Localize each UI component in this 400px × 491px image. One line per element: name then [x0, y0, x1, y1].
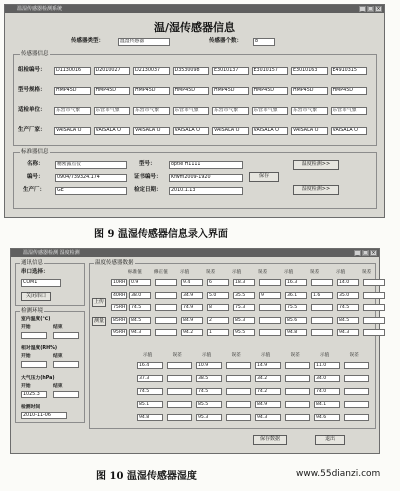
- sensor-field[interactable]: VAISALA O: [252, 127, 289, 135]
- lower-data-cell[interactable]: [285, 375, 311, 382]
- minimize-icon[interactable]: _: [359, 6, 366, 12]
- std-cert-field[interactable]: Kfwm2009-1920: [169, 174, 243, 182]
- lower-column-header: 误差: [290, 353, 300, 358]
- standard-info-group-label: 标准器信息: [21, 149, 49, 155]
- lower-data-cell[interactable]: [344, 401, 370, 408]
- sensor-field[interactable]: 东营市气象: [252, 107, 289, 115]
- lower-data-cell[interactable]: [167, 375, 193, 382]
- upper-data-cell[interactable]: [363, 292, 385, 299]
- lower-data-cell[interactable]: [344, 388, 370, 395]
- sensor-field[interactable]: VAISALA O: [94, 127, 131, 135]
- lower-data-cell[interactable]: 94.8: [137, 414, 163, 421]
- upper-data-cell[interactable]: [363, 304, 385, 311]
- std-cert-label: 证书编号：: [134, 174, 162, 180]
- upper-data-cell[interactable]: [311, 279, 333, 286]
- upper-column-header: 示值: [336, 270, 346, 275]
- sensor-field[interactable]: E4910315: [331, 67, 368, 75]
- lower-data-cell[interactable]: 74.5: [196, 388, 222, 395]
- lower-data-cell[interactable]: [226, 375, 252, 382]
- figure9-titlebar: [5, 5, 384, 13]
- upper-data-cell[interactable]: [311, 329, 333, 336]
- sensor-info-group-label: 传感器信息: [21, 51, 49, 57]
- upper-data-cell[interactable]: [155, 329, 177, 336]
- room-temp-label: 室内温度(℃): [21, 317, 51, 322]
- watermark: www.55dianzi.com: [296, 469, 381, 479]
- upper-data-cell[interactable]: 74.9: [181, 304, 203, 311]
- figure9-heading: 温/湿传感器信息: [153, 21, 236, 34]
- sensor-field[interactable]: E3010163: [291, 67, 328, 75]
- port-select[interactable]: COM1: [21, 279, 61, 287]
- upper-data-cell[interactable]: 36.1: [285, 292, 307, 299]
- lower-data-cell[interactable]: 85.1: [137, 401, 163, 408]
- close-icon[interactable]: ×: [371, 250, 376, 256]
- upper-data-cell[interactable]: 94.2: [181, 329, 203, 336]
- lower-data-cell[interactable]: [226, 414, 252, 421]
- upper-data-cell[interactable]: [311, 317, 333, 324]
- sensor-field[interactable]: VAISALA O: [212, 127, 249, 135]
- lower-data-cell[interactable]: 37.3: [137, 375, 163, 382]
- sensor-field[interactable]: HMP45D: [212, 87, 249, 95]
- sensor-field[interactable]: 东营市气象: [331, 107, 368, 115]
- env-group-label: 检测环境: [21, 308, 44, 314]
- upper-data-cell[interactable]: 74.5: [129, 304, 151, 311]
- upload-button[interactable]: 上传: [93, 299, 104, 305]
- lower-data-cell[interactable]: [285, 388, 311, 395]
- upper-data-cell[interactable]: 5.0: [207, 292, 229, 299]
- pressure-label: 大气压力(hPa): [21, 376, 55, 381]
- upper-data-cell[interactable]: 8: [207, 304, 229, 311]
- port-label: 串口选择：: [21, 269, 49, 275]
- std-name-label: 名称：: [27, 161, 44, 167]
- upper-data-cell[interactable]: 1.6: [311, 292, 333, 299]
- sensor-field[interactable]: 东营市气象: [94, 107, 131, 115]
- upper-data-cell[interactable]: [155, 304, 177, 311]
- temp-end-field[interactable]: [53, 332, 79, 339]
- close-port-button[interactable]: 关闭串口: [21, 292, 51, 301]
- upper-data-cell[interactable]: 35.0: [337, 292, 359, 299]
- sensor-field[interactable]: D1130016: [54, 67, 91, 75]
- lower-data-cell[interactable]: [285, 362, 311, 369]
- humidity-point-label: 10RH: [113, 280, 126, 285]
- lower-data-cell[interactable]: 94.6: [314, 414, 340, 421]
- close-icon[interactable]: ×: [376, 6, 381, 12]
- upper-data-cell[interactable]: 9.4: [181, 279, 203, 286]
- upper-data-cell[interactable]: 95.5: [233, 329, 255, 336]
- upper-data-cell[interactable]: 94.3: [337, 329, 359, 336]
- upper-data-cell[interactable]: 84.5: [129, 317, 151, 324]
- sensor-field[interactable]: D2010027: [94, 67, 131, 75]
- std-date-field[interactable]: 2010.1.13: [169, 187, 243, 195]
- maximize-icon[interactable]: □: [363, 250, 368, 256]
- upper-data-cell[interactable]: [155, 292, 177, 299]
- upper-data-cell[interactable]: 16.3: [285, 279, 307, 286]
- lower-column-header: 示值: [320, 353, 330, 358]
- std-model-field[interactable]: optie H1111: [169, 161, 243, 169]
- upper-data-cell[interactable]: [259, 304, 281, 311]
- lower-data-cell[interactable]: [167, 362, 193, 369]
- measure-button[interactable]: 测量: [93, 318, 104, 324]
- upper-data-cell[interactable]: [363, 317, 385, 324]
- sensor-field[interactable]: 东营市气象: [54, 107, 91, 115]
- minimize-icon[interactable]: _: [354, 250, 361, 256]
- upper-column-header: 修正值: [154, 270, 168, 275]
- upper-data-cell[interactable]: 6: [207, 279, 229, 286]
- pressure-start-label: 开始: [21, 384, 31, 389]
- sensor-row-label: 生产厂家：: [18, 127, 46, 133]
- sensor-field[interactable]: 东营市气象: [212, 107, 249, 115]
- sensor-type-label: 传感器类型：: [71, 38, 105, 44]
- lower-data-cell[interactable]: 34.2: [255, 375, 281, 382]
- std-manufacturer-label: 生产厂：: [23, 187, 46, 193]
- comm-info-group-label: 通讯信息: [21, 260, 44, 266]
- lower-data-cell[interactable]: 84.1: [314, 401, 340, 408]
- lower-column-header: 示值: [261, 353, 271, 358]
- sensor-field[interactable]: HMP45D: [331, 87, 368, 95]
- upper-column-header: 示值: [180, 270, 190, 275]
- upper-data-cell[interactable]: 94.3: [129, 329, 151, 336]
- figure10-caption: 图 10 温湿传感器湿度: [96, 471, 197, 482]
- humidity-end-field[interactable]: [53, 361, 79, 368]
- lower-data-cell[interactable]: [344, 362, 370, 369]
- pressure-end-field[interactable]: [53, 391, 79, 398]
- sensor-row-label: 型号规格：: [18, 87, 46, 93]
- std-manufacturer-field[interactable]: GE: [55, 187, 127, 195]
- upper-data-cell[interactable]: 0.9: [129, 279, 151, 286]
- upper-data-cell[interactable]: 38.0: [129, 292, 151, 299]
- lower-data-cell[interactable]: [285, 401, 311, 408]
- lower-data-cell[interactable]: 11.0: [314, 362, 340, 369]
- lower-data-cell[interactable]: 85.5: [196, 401, 222, 408]
- upper-data-cell[interactable]: 74.5: [337, 304, 359, 311]
- figure10-window: [10, 248, 380, 454]
- upper-column-header: 示值: [232, 270, 242, 275]
- sensor-type-select[interactable]: 温湿传感器: [118, 38, 170, 46]
- test-date-field[interactable]: 2010-11-06: [21, 412, 67, 419]
- std-serial-label: 编号：: [27, 174, 44, 180]
- test-date-label: 检测时间: [21, 405, 41, 410]
- sensor-field[interactable]: E3010157: [252, 67, 289, 75]
- lower-data-cell[interactable]: [226, 401, 252, 408]
- sensor-field[interactable]: VAISALA O: [173, 127, 210, 135]
- sensor-field[interactable]: 东营市气象: [173, 107, 210, 115]
- lower-data-cell[interactable]: [226, 362, 252, 369]
- lower-data-cell[interactable]: [167, 414, 193, 421]
- sensor-row-label: 适检单位：: [18, 107, 46, 113]
- upper-data-cell[interactable]: 85.6: [285, 317, 307, 324]
- upper-data-cell[interactable]: 18.3: [233, 279, 255, 286]
- upper-data-cell[interactable]: [259, 329, 281, 336]
- upper-column-header: 误差: [206, 270, 216, 275]
- upper-data-cell[interactable]: 75.3: [233, 304, 255, 311]
- figure9-caption: 图 9 温湿传感器信息录入界面: [94, 229, 228, 240]
- sensor-field[interactable]: VAISALA O: [133, 127, 170, 135]
- humidity-start-label: 开始: [21, 354, 31, 359]
- humidity-point-label: 40RH: [113, 292, 126, 298]
- lower-column-header: 误差: [172, 353, 182, 358]
- lower-data-cell[interactable]: 95.3: [196, 414, 222, 421]
- temp-start-label: 开始: [21, 325, 31, 330]
- lower-data-cell[interactable]: [167, 401, 193, 408]
- upper-data-cell[interactable]: 34.9: [181, 292, 203, 299]
- lower-data-cell[interactable]: 74.2: [255, 388, 281, 395]
- sensor-field[interactable]: D2130037: [133, 67, 170, 75]
- lower-data-cell[interactable]: 38.5: [196, 375, 222, 382]
- upper-data-cell[interactable]: 75.5: [285, 304, 307, 311]
- humidity-point-label: 95RH: [113, 330, 126, 335]
- humidity-end-label: 结束: [53, 354, 63, 359]
- upper-data-cell[interactable]: [259, 317, 281, 324]
- upper-data-cell[interactable]: 14.0: [337, 279, 359, 286]
- upper-data-cell[interactable]: [363, 329, 385, 336]
- lower-data-cell[interactable]: 14.9: [255, 362, 281, 369]
- upper-column-header: 示值: [284, 270, 294, 275]
- sensor-row-label: 组检编号：: [18, 67, 46, 73]
- lower-data-cell[interactable]: 74.0: [314, 388, 340, 395]
- upper-data-cell[interactable]: 2: [207, 317, 229, 324]
- lower-data-cell[interactable]: [344, 414, 370, 421]
- upper-data-cell[interactable]: [311, 304, 333, 311]
- upper-data-cell[interactable]: 84.9: [181, 317, 203, 324]
- sensor-count-select[interactable]: 8: [253, 38, 275, 46]
- lower-data-cell[interactable]: 74.5: [137, 388, 163, 395]
- std-name-field[interactable]: 精密露点仪: [55, 161, 127, 169]
- sensor-field[interactable]: 东营市气象: [291, 107, 328, 115]
- upper-data-cell[interactable]: [155, 317, 177, 324]
- sensor-field[interactable]: HMP45D: [252, 87, 289, 95]
- sensor-count-label: 传感器个数：: [209, 38, 243, 44]
- upper-data-cell[interactable]: 85.3: [233, 317, 255, 324]
- upper-data-cell[interactable]: 84.5: [337, 317, 359, 324]
- lower-column-header: 误差: [349, 353, 359, 358]
- lower-data-cell[interactable]: 10.9: [196, 362, 222, 369]
- lower-data-cell[interactable]: 84.9: [255, 401, 281, 408]
- upper-data-cell[interactable]: 1: [207, 329, 229, 336]
- lower-data-cell[interactable]: 16.4: [137, 362, 163, 369]
- std-serial-field[interactable]: 0904/739324.174: [55, 174, 127, 182]
- sensor-field[interactable]: HMP45D: [133, 87, 170, 95]
- figure9-window: [4, 4, 385, 218]
- sensor-field[interactable]: HMP45D: [54, 87, 91, 95]
- lower-data-cell[interactable]: 34.0: [314, 375, 340, 382]
- lower-data-cell[interactable]: [226, 388, 252, 395]
- sensor-field[interactable]: HMP45D: [173, 87, 210, 95]
- sensor-field[interactable]: 东营市气象: [133, 107, 170, 115]
- upper-data-cell[interactable]: 94.8: [285, 329, 307, 336]
- lower-data-cell[interactable]: [285, 414, 311, 421]
- pressure-start-field[interactable]: 1025.3: [21, 391, 47, 398]
- upper-data-cell[interactable]: 35.5: [233, 292, 255, 299]
- lower-data-cell[interactable]: [167, 388, 193, 395]
- upper-column-header: 误差: [310, 270, 320, 275]
- pressure-end-label: 结束: [53, 384, 63, 389]
- temp-end-label: 结束: [53, 325, 63, 330]
- sensor-field[interactable]: HMP45D: [94, 87, 131, 95]
- maximize-icon[interactable]: □: [368, 6, 373, 12]
- lower-column-header: 示值: [143, 353, 153, 358]
- sensor-field[interactable]: VAISALA O: [54, 127, 91, 135]
- upper-column-header: 误差: [258, 270, 268, 275]
- temp-start-field[interactable]: [21, 332, 47, 339]
- sensor-field[interactable]: VAISALA O: [331, 127, 368, 135]
- exit-button[interactable]: 退出: [315, 435, 345, 445]
- lower-column-header: 示值: [202, 353, 212, 358]
- sensor-field[interactable]: VAISALA O: [291, 127, 328, 135]
- save-data-button[interactable]: 保存数据: [253, 435, 287, 445]
- sensor-field[interactable]: D3530098: [173, 67, 210, 75]
- figure9-window-title: 温湿传感器检测系统: [17, 6, 63, 12]
- sensor-field[interactable]: HMP45D: [291, 87, 328, 95]
- upper-column-header: 误差: [362, 270, 372, 275]
- humidity-start-field[interactable]: [21, 361, 47, 368]
- humidity-label: 相对湿度(RH%): [21, 346, 58, 351]
- lower-column-header: 误差: [231, 353, 241, 358]
- figure10-window-title: 温湿传感器检测 湿度检测: [23, 250, 80, 256]
- temperature-test-button[interactable]: 温度检测>>: [293, 160, 339, 170]
- std-date-label: 检定日期：: [134, 187, 162, 193]
- figure10-titlebar: [11, 249, 379, 257]
- save-button[interactable]: 保存: [249, 172, 279, 182]
- std-model-label: 型号：: [139, 161, 156, 167]
- upper-data-cell[interactable]: [363, 279, 385, 286]
- lower-data-cell[interactable]: [344, 375, 370, 382]
- humidity-point-label: 75RH: [113, 305, 126, 310]
- upper-column-header: 标准值: [128, 270, 142, 275]
- upper-data-cell[interactable]: [155, 279, 177, 286]
- humidity-test-button[interactable]: 湿度检测>>: [293, 185, 339, 195]
- upper-data-cell[interactable]: 9: [259, 292, 281, 299]
- sensor-field[interactable]: E3010137: [212, 67, 249, 75]
- lower-data-cell[interactable]: 94.3: [255, 414, 281, 421]
- humidity-point-label: 85RH: [113, 317, 126, 323]
- upper-data-cell[interactable]: [259, 279, 281, 286]
- data-group-label: 温度传感器数据: [95, 260, 134, 266]
